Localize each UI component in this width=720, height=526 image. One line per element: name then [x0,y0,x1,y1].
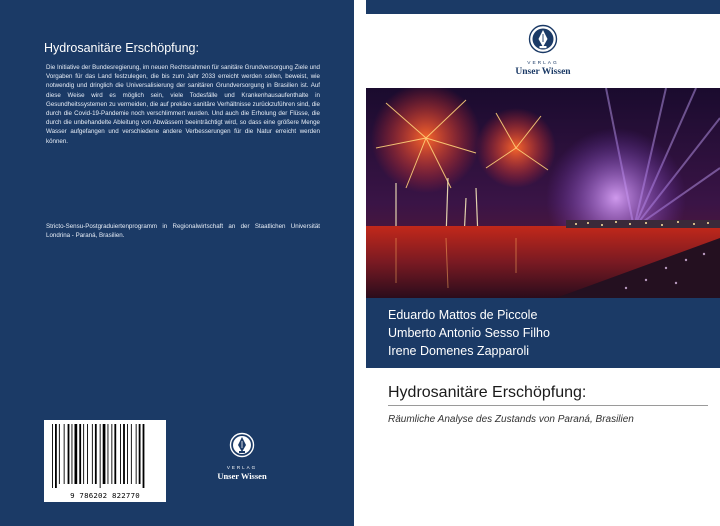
isbn-barcode [44,420,166,502]
fountain-pen-nib-icon [229,432,255,458]
fireworks-over-bay-photo-icon [366,88,720,298]
front-cover [366,0,720,526]
front-cover-title: Hydrosanitäre Erschöpfung: [388,384,587,401]
author-2: Umberto Antonio Sesso Filho [388,326,550,340]
front-publisher-logo [486,24,600,77]
back-cover-description: Die Initiative der Bundesregierung, im neuen Rechtsrahmen für sanitäre Grundversorgung Ziele und Vorgaben für das Land festzulegen, die bis zum Jahr 2033 erreicht werden sollen, beweist, wie notwendig und dringlich die Universalisierung der sanitären Grundversorgung in Brasilien ist. Auf diese Weise wird es möglich sein, viele Todesfälle und Krankenhausaufenthalte in Gesundheitssystemen zu vermeiden, die auf prekäre sanitäre Verhältnisse zurückzuführen sind, die durch die Covid-19-Pandemie noch verschlimmert wurden. Und auch die Erholung der Flüsse, die durch die unbehandelte Ableitung von Abwässern beeinträchtigt wird, so dass eine größere Menge Wasser aufgefangen und verschiedene andere Verbesserungen für die Natur erreicht werden können. [46,64,320,145]
barcode-bars-icon [50,424,160,488]
front-cover-subtitle: Räumliche Analyse des Zustands von Paraná, Brasilien [388,414,634,425]
isbn-digits: 9 786202 822770 [70,491,140,500]
back-cover [0,0,354,526]
cover-photo-fireworks [366,88,720,298]
back-cover-title: Hydrosanitäre Erschöpfung: [44,41,199,55]
author-3: Irene Domenes Zapparoli [388,344,530,358]
front-publisher-name: Unser Wissen [515,67,571,77]
authors-band [366,298,720,368]
back-cover-affiliation: Stricto-Sensu-Postgraduiertenprogramm in Regionalwirtschaft an der Staatlichen Universität Londrina - Paraná, Brasilien. [46,223,320,240]
fountain-pen-nib-icon [528,24,558,54]
front-top-bar [366,0,720,14]
title-divider [388,405,708,406]
back-publisher-logo [205,432,279,481]
front-publisher-verlag: VERLAG [527,61,559,66]
back-publisher-name: Unser Wissen [217,471,267,481]
back-publisher-verlag: VERLAG [226,465,258,470]
book-spine [354,0,366,526]
author-1: Eduardo Mattos de Piccole [388,308,538,322]
